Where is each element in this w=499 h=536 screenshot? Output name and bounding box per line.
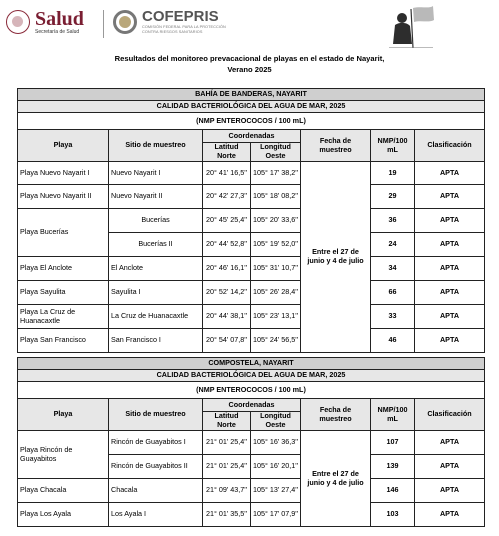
salud-subtitle: Secretaría de Salud bbox=[35, 29, 80, 35]
table-row bbox=[18, 257, 485, 281]
results-table-bahia-banderas bbox=[17, 88, 485, 353]
cell-playa: Playa Los Ayala bbox=[18, 503, 109, 527]
cell-playa: Playa Rincón de Guayabitos bbox=[18, 431, 109, 479]
cell-clasificacion: APTA bbox=[415, 431, 485, 455]
cell-lon: 105° 20' 33,6'' bbox=[251, 209, 301, 233]
cofepris-logo bbox=[113, 9, 226, 34]
cell-lon: 105° 17' 07,9'' bbox=[251, 503, 301, 527]
cell-lon: 105° 19' 52,0'' bbox=[251, 233, 301, 257]
cell-lon: 105° 17' 38,2'' bbox=[251, 162, 301, 185]
cell-playa: Playa Bucerías bbox=[18, 209, 109, 257]
cell-nmp: 29 bbox=[371, 185, 415, 209]
cell-nmp: 139 bbox=[371, 455, 415, 479]
cell-lon: 105° 26' 28,4'' bbox=[251, 281, 301, 305]
cell-clasificacion: APTA bbox=[415, 233, 485, 257]
cell-lat: 20° 41' 16,5'' bbox=[203, 162, 251, 185]
unit-label: (NMP ENTEROCOCOS / 100 mL) bbox=[18, 113, 485, 130]
cell-nmp: 146 bbox=[371, 479, 415, 503]
cell-lat: 21° 09' 43,7'' bbox=[203, 479, 251, 503]
header-nmp: NMP/100 mL bbox=[371, 130, 415, 162]
cell-sitio: Bucerías bbox=[109, 209, 203, 233]
cell-sitio: Chacala bbox=[109, 479, 203, 503]
logo-divider bbox=[103, 10, 104, 38]
cell-clasificacion: APTA bbox=[415, 455, 485, 479]
cell-nmp: 33 bbox=[371, 305, 415, 329]
cell-sitio: Bucerías II bbox=[109, 233, 203, 257]
cell-playa: Playa Sayulita bbox=[18, 281, 109, 305]
cell-sitio: San Francisco I bbox=[109, 329, 203, 353]
header-latitud: Latitud Norte bbox=[203, 412, 251, 431]
cell-lat: 20° 45' 25,4'' bbox=[203, 209, 251, 233]
salud-logo bbox=[6, 9, 84, 35]
cofepris-emblem-icon bbox=[113, 10, 137, 34]
cell-lat: 21° 01' 25,4'' bbox=[203, 431, 251, 455]
cell-nmp: 19 bbox=[371, 162, 415, 185]
header-sitio: Sitio de muestreo bbox=[109, 130, 203, 162]
header-fecha: Fecha de muestreo bbox=[301, 130, 371, 162]
cell-playa: Playa Chacala bbox=[18, 479, 109, 503]
table-row bbox=[18, 503, 485, 527]
cell-lat: 21° 01' 35,5'' bbox=[203, 503, 251, 527]
table-row bbox=[18, 479, 485, 503]
cell-playa: Playa San Francisco bbox=[18, 329, 109, 353]
cell-lon: 105° 16' 36,3'' bbox=[251, 431, 301, 455]
cell-playa: Playa La Cruz de Huanacaxtle bbox=[18, 305, 109, 329]
header-clasificacion: Clasificación bbox=[415, 399, 485, 431]
document-header bbox=[0, 0, 499, 50]
quality-title: CALIDAD BACTERIOLÓGICA DEL AGUA DE MAR, 2025 bbox=[18, 370, 485, 382]
salud-name: Salud bbox=[35, 8, 84, 30]
mexican-seal-icon bbox=[6, 10, 30, 34]
cell-lon: 105° 13' 27,4'' bbox=[251, 479, 301, 503]
cell-nmp: 107 bbox=[371, 431, 415, 455]
cell-playa: Playa Nuevo Nayarit I bbox=[18, 162, 109, 185]
cell-nmp: 34 bbox=[371, 257, 415, 281]
table-row bbox=[18, 281, 485, 305]
cell-sitio: Rincón de Guayabitos I bbox=[109, 431, 203, 455]
cell-clasificacion: APTA bbox=[415, 257, 485, 281]
cell-nmp: 46 bbox=[371, 329, 415, 353]
cell-clasificacion: APTA bbox=[415, 185, 485, 209]
cell-sitio: Sayulita I bbox=[109, 281, 203, 305]
cell-clasificacion: APTA bbox=[415, 281, 485, 305]
table-row bbox=[18, 209, 485, 233]
cofepris-subtitle-1: COMISIÓN FEDERAL PARA LA PROTECCIÓN bbox=[142, 25, 226, 29]
header-longitud: Longitud Oeste bbox=[251, 143, 301, 162]
title-line-2: Verano 2025 bbox=[227, 65, 272, 74]
cell-nmp: 66 bbox=[371, 281, 415, 305]
cell-lon: 105° 24' 56,5'' bbox=[251, 329, 301, 353]
cell-sitio: La Cruz de Huanacaxtle bbox=[109, 305, 203, 329]
cell-sitio: Rincón de Guayabitos II bbox=[109, 455, 203, 479]
cell-lat: 21° 01' 25,4'' bbox=[203, 455, 251, 479]
cofepris-name: COFEPRIS bbox=[142, 8, 219, 25]
header-longitud: Longitud Oeste bbox=[251, 412, 301, 431]
cell-clasificacion: APTA bbox=[415, 162, 485, 185]
table-row bbox=[18, 329, 485, 353]
header-clasificacion: Clasificación bbox=[415, 130, 485, 162]
unit-label: (NMP ENTEROCOCOS / 100 mL) bbox=[18, 382, 485, 399]
cell-nmp: 24 bbox=[371, 233, 415, 257]
cell-clasificacion: APTA bbox=[415, 479, 485, 503]
document-title bbox=[0, 53, 499, 75]
cell-sitio: Los Ayala I bbox=[109, 503, 203, 527]
cell-lon: 105° 23' 13,1'' bbox=[251, 305, 301, 329]
cell-lat: 20° 52' 14,2'' bbox=[203, 281, 251, 305]
government-emblem-icon bbox=[385, 4, 437, 48]
cell-fecha: Entre el 27 de junio y 4 de julio bbox=[301, 431, 371, 527]
cell-lon: 105° 18' 08,2'' bbox=[251, 185, 301, 209]
cell-sitio: El Anclote bbox=[109, 257, 203, 281]
region-title: BAHÍA DE BANDERAS, NAYARIT bbox=[18, 89, 485, 101]
cell-clasificacion: APTA bbox=[415, 503, 485, 527]
cell-sitio: Nuevo Nayarit I bbox=[109, 162, 203, 185]
cell-playa: Playa El Anclote bbox=[18, 257, 109, 281]
region-title: COMPOSTELA, NAYARIT bbox=[18, 358, 485, 370]
header-fecha: Fecha de muestreo bbox=[301, 399, 371, 431]
table-row bbox=[18, 431, 485, 455]
cell-clasificacion: APTA bbox=[415, 329, 485, 353]
table-row bbox=[18, 185, 485, 209]
cell-lon: 105° 31' 10,7'' bbox=[251, 257, 301, 281]
cell-lat: 20° 44' 52,8'' bbox=[203, 233, 251, 257]
header-coordenadas: Coordenadas bbox=[203, 399, 301, 412]
header-sitio: Sitio de muestreo bbox=[109, 399, 203, 431]
cofepris-subtitle-2: CONTRA RIESGOS SANITARIOS bbox=[142, 29, 203, 34]
cell-lon: 105° 16' 20,1'' bbox=[251, 455, 301, 479]
cell-lat: 20° 46' 16,1'' bbox=[203, 257, 251, 281]
cell-lat: 20° 54' 07,8'' bbox=[203, 329, 251, 353]
cell-clasificacion: APTA bbox=[415, 209, 485, 233]
cell-lat: 20° 42' 27,3'' bbox=[203, 185, 251, 209]
cell-clasificacion: APTA bbox=[415, 305, 485, 329]
cell-fecha: Entre el 27 de junio y 4 de julio bbox=[301, 162, 371, 353]
cell-lat: 20° 44' 38,1'' bbox=[203, 305, 251, 329]
results-table-compostela bbox=[17, 357, 485, 527]
header-latitud: Latitud Norte bbox=[203, 143, 251, 162]
header-coordenadas: Coordenadas bbox=[203, 130, 301, 143]
header-nmp: NMP/100 mL bbox=[371, 399, 415, 431]
cell-playa: Playa Nuevo Nayarit II bbox=[18, 185, 109, 209]
quality-title: CALIDAD BACTERIOLÓGICA DEL AGUA DE MAR, 2025 bbox=[18, 101, 485, 113]
table-row bbox=[18, 162, 485, 185]
cell-nmp: 36 bbox=[371, 209, 415, 233]
header-playa: Playa bbox=[18, 399, 109, 431]
cell-nmp: 103 bbox=[371, 503, 415, 527]
header-playa: Playa bbox=[18, 130, 109, 162]
title-line-1: Resultados del monitoreo prevacacional de playas en el estado de Nayarit, bbox=[114, 54, 385, 63]
cell-sitio: Nuevo Nayarit II bbox=[109, 185, 203, 209]
table-row bbox=[18, 305, 485, 329]
